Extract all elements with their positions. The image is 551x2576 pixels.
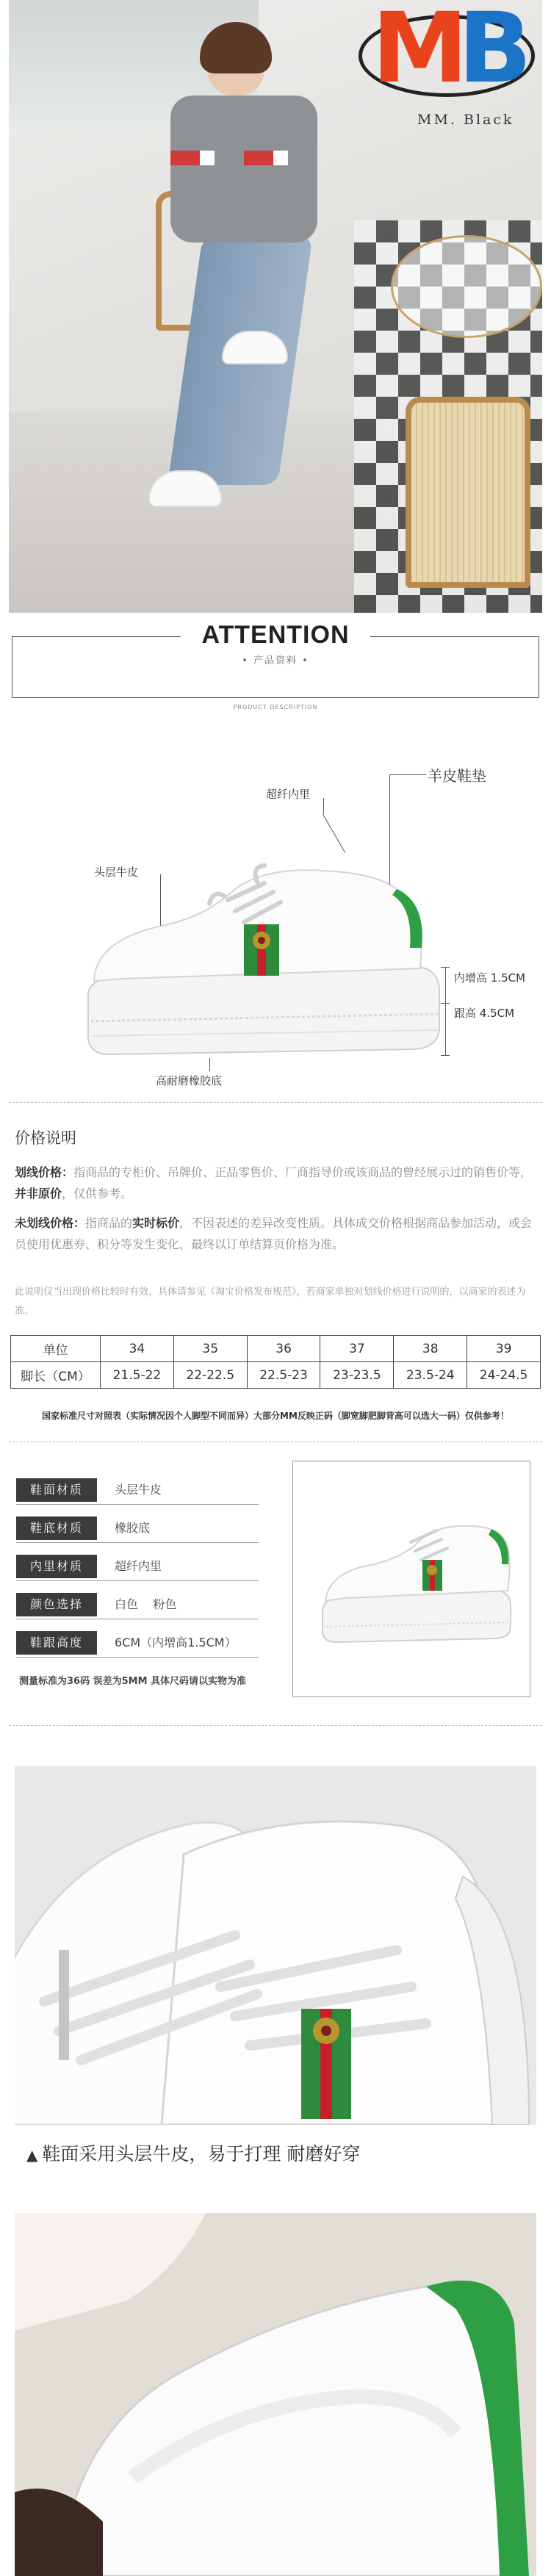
- table-cell: 21.5-22: [101, 1362, 174, 1389]
- price-title: 价格说明: [15, 1129, 76, 1147]
- table-cell: 22.5-23: [247, 1362, 320, 1389]
- table-row: [11, 1362, 541, 1389]
- label-upper: 头层牛皮: [94, 866, 139, 879]
- label-inner-height: 内增高 1.5CM: [454, 971, 526, 985]
- table-cell: 35: [173, 1336, 247, 1362]
- price-para-strikethrough: 划线价格：指商品的专柜价、吊牌价、正品零售价、厂商指导价或该商品的曾经展示过的销售价等，并非原价，仅供参考。: [15, 1165, 533, 1201]
- section-divider: [9, 1102, 542, 1103]
- brand-name: MM. Black: [417, 112, 514, 128]
- spec-row-heel: 鞋跟高度 6CM（内增高1.5CM）: [16, 1628, 259, 1658]
- spec-row-lining: 内里材质 超纤内里: [16, 1552, 259, 1581]
- photo-caption: ▲ 鞋面采用头层牛皮，易于打理 耐磨好穿: [26, 2143, 361, 2165]
- spec-footnote: 测量标准为36码 误差为5MM 具体尺码请以实物为准: [19, 1676, 247, 1687]
- table-cell: 38: [394, 1336, 467, 1362]
- table-cell: 37: [320, 1336, 394, 1362]
- attention-title: ATTENTION: [201, 621, 350, 649]
- price-note: 此说明仅当出现价格比较时有效，具体请参见《淘宝价格发布规范》，若商家单独对划线价格进行说明的，以商家的表述为准。: [15, 1287, 526, 1317]
- shoe-thumbnail-image: [293, 1461, 530, 1697]
- table-cell: 单位: [11, 1336, 101, 1362]
- size-note: 国家标准尺寸对照表（实际情况因个人脚型不同而异）大部分MM反映正码（脚宽脚肥脚背高可以选大一码）仅供参考！: [42, 1411, 509, 1421]
- spec-row-color: 颜色选择 白色 粉色: [16, 1590, 259, 1619]
- label-sole: 高耐磨橡胶底: [156, 1074, 223, 1087]
- size-table: [10, 1335, 541, 1389]
- closeup-photo-heel: [15, 2213, 536, 2576]
- table-cell: 23.5-24: [394, 1362, 467, 1389]
- table-cell: 22-22.5: [173, 1362, 247, 1389]
- table-cell: 36: [247, 1336, 320, 1362]
- table-row: [11, 1336, 541, 1362]
- table-cell: 39: [467, 1336, 541, 1362]
- model-figure: [119, 22, 354, 551]
- label-heel-height: 跟高 4.5CM: [454, 1007, 515, 1020]
- section-divider: [9, 1725, 542, 1726]
- label-lining: 超纤内里: [266, 788, 311, 801]
- product-thumbnail: [292, 1461, 530, 1697]
- table-cell: 24-24.5: [467, 1362, 541, 1389]
- spec-row-sole: 鞋底材质 橡胶底: [16, 1514, 259, 1543]
- table-cell: 脚长（CM）: [11, 1362, 101, 1389]
- brand-logo: MB MM. Black: [359, 0, 542, 140]
- price-para-regular: 未划线价格：指商品的实时标价，不因表述的差异改变性质。具体成交价格根据商品参加活动，或会员使用优惠券、积分等发生变化，最终以订单结算页价格为准。: [15, 1216, 533, 1251]
- shoe-feature-diagram: [0, 749, 551, 1095]
- spec-row-upper: 鞋面材质 头层牛皮: [16, 1475, 259, 1505]
- label-insole: 羊皮鞋垫: [428, 767, 486, 785]
- attention-subtitle: • 产品资料 •: [242, 655, 309, 666]
- attention-tiny-caption: PRODUCT DESCRIPTION: [233, 704, 318, 710]
- table-cell: 23-23.5: [320, 1362, 394, 1389]
- closeup-photo-upper: [15, 1766, 536, 2125]
- table-cell: 34: [101, 1336, 174, 1362]
